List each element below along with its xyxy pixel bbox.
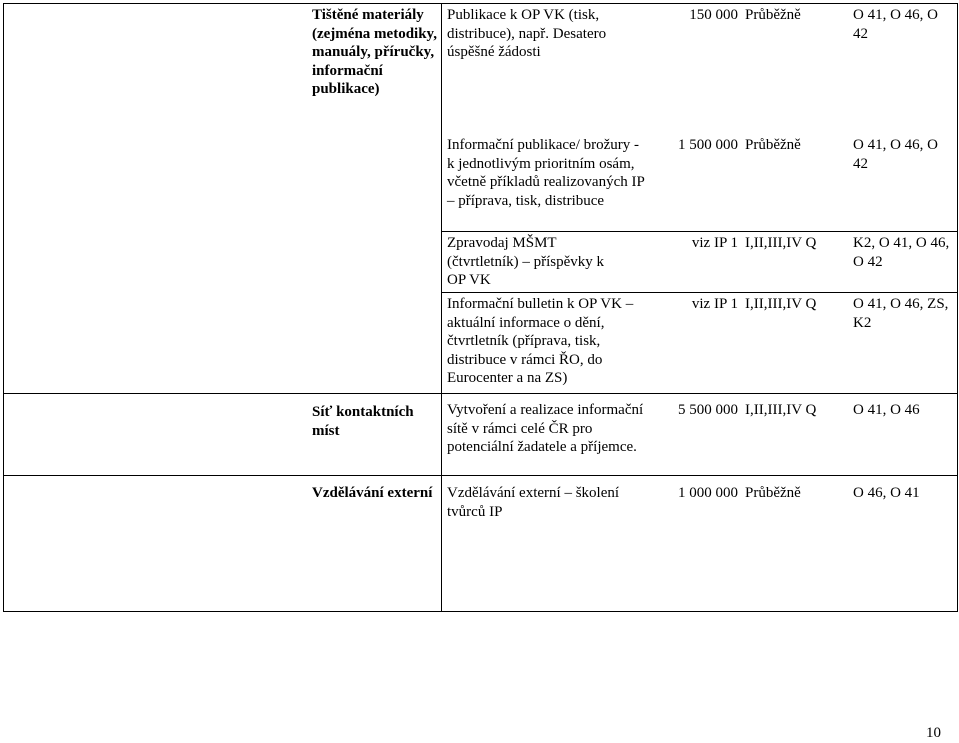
amount-cell: viz IP 1: [691, 296, 738, 312]
row-divider: [3, 393, 958, 394]
amount-cell: 1 000 000: [678, 485, 738, 501]
description-cell: Informační publikace/ brožury - k jednotlivým prioritním osám, včetně příkladů realizovaných IP – příprava, tisk, distribuce: [447, 137, 645, 209]
goal-cell: O 41, O 46, O 42: [853, 137, 938, 172]
column-divider: [441, 3, 442, 612]
description-cell: Publikace k OP VK (tisk, distribuce), např. Desatero úspěšné žádosti: [447, 7, 607, 60]
goal-cell: K2, O 41, O 46, O 42: [853, 235, 950, 270]
category-cell: Tištěné materiály (zejména metodiky, manuály, příručky, informační publikace): [312, 7, 437, 97]
timing-cell: Průběžně: [745, 485, 801, 501]
amount-cell: 150 000: [689, 7, 738, 23]
row-divider: [441, 231, 958, 232]
description-cell: Vzdělávání externí – školení tvůrců IP: [447, 485, 620, 520]
row-divider: [441, 292, 958, 293]
description-cell: Vytvoření a realizace informační sítě v rámci celé ČR pro potenciální žadatele a příjemce.: [447, 402, 644, 455]
page-number: 10: [926, 725, 941, 741]
table-border-top: [3, 3, 958, 4]
amount-cell: 5 500 000: [678, 402, 738, 418]
table-border-bottom: [3, 611, 958, 612]
timing-cell: Průběžně: [745, 7, 801, 23]
description-cell: Informační bulletin k OP VK – aktuální informace o dění, čtvrtletník (příprava, tisk, distribuce v rámci ŘO, do Eurocenter a na ZS): [447, 296, 634, 386]
table-border-right: [957, 3, 958, 612]
amount-cell: 1 500 000: [678, 137, 738, 153]
goal-cell: O 41, O 46, O 42: [853, 7, 938, 42]
goal-cell: O 46, O 41: [853, 485, 920, 501]
goal-cell: O 41, O 46, ZS, K2: [853, 296, 949, 331]
description-cell: Zpravodaj MŠMT (čtvrtletník) – příspěvky k OP VK: [447, 235, 605, 288]
table-border-left: [3, 3, 4, 612]
timing-cell: Průběžně: [745, 137, 801, 153]
row-divider: [3, 475, 958, 476]
timing-cell: I,II,III,IV Q: [745, 296, 817, 312]
category-cell: Vzdělávání externí: [312, 485, 433, 501]
amount-cell: viz IP 1: [691, 235, 738, 251]
timing-cell: I,II,III,IV Q: [745, 235, 817, 251]
timing-cell: I,II,III,IV Q: [745, 402, 817, 418]
category-cell: Síť kontaktních míst: [312, 404, 414, 439]
goal-cell: O 41, O 46: [853, 402, 920, 418]
